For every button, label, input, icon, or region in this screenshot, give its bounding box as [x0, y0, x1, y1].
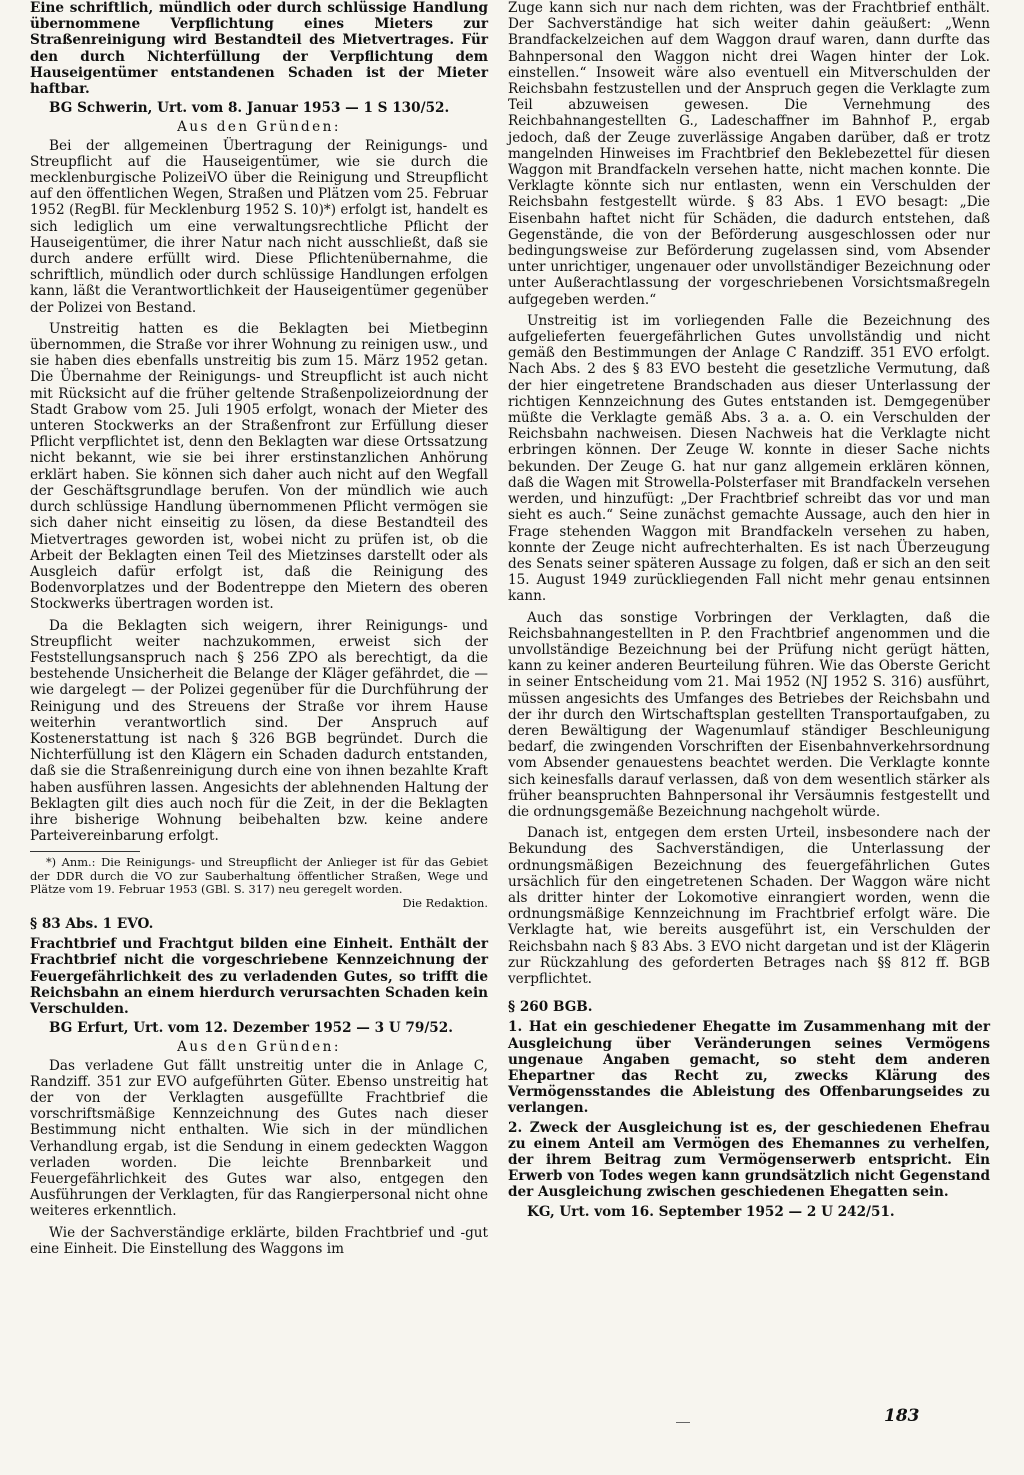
paragraph: Danach ist, entgegen dem ersten Urteil, insbesondere nach der Bekundung des Sachverständigen, die Unterlassung der ordnungsmäßigen Bezeichnung des feuergefährlichen Gutes ursächlich für den eingetretenen Schaden. Der Waggon wäre nicht als dritter hinter der Lokomotive einrangiert worden, wenn die ordnungsmäßige Kennzeichnung im Frachtbrief erfolgt wäre. Die Verklagte hat, wie bereits ausgeführt ist, ein Verschulden der Reichsbahn nach § 83 Abs. 3 EVO nicht dargetan und ist der Klägerin zur Rückzahlung des geforderten Betrages nach §§ 812 ff. BGB verpflichtet. [508, 825, 990, 987]
citation-2: BG Erfurt, Urt. vom 12. Dezember 1952 — 3 U 79/52. [49, 1020, 453, 1037]
citation-1: BG Schwerin, Urt. vom 8. Januar 1953 — 1 S 130/52. [49, 100, 450, 117]
paragraph: Da die Beklagten sich weigern, ihrer Reinigungs- und Streupflicht weiter nachzukommen, erweist sich der Feststellungsanspruch nach § 256 ZPO als berechtigt, da die bestehende Unsicherheit die Belange der Kläger gefährdet, die — wie dargelegt — der Polizei gegenüber für die Durchführung der Reinigung und des Streuens der Straße vor ihrem Hause weiterhin verantwortlich sind. Der Anspruch auf Kostenerstattung ist nach § 326 BGB begründet. Durch die Nichterfüllung ist den Klägern ein Schaden dadurch entstanden, daß sie die Straßenreinigung durch eine von ihnen bezahlte Kraft haben ausführen lassen. Angesichts der ablehnenden Haltung der Beklagten gilt dies auch noch für die Zeit, in der die Beklagten ihre bisherige Wohnung beibehalten bzw. keine andere Parteivereinbarung erfolgt. [30, 617, 488, 845]
right-column [508, 0, 990, 1223]
page-number: 183 [884, 1406, 920, 1426]
headnote-1: Eine schriftlich, mündlich oder durch schlüssige Handlung übernommene Verpflichtung eines Mieters zur Straßenreinigung wird Bestandteil des Mietvertrages. Für den durch Nichterfüllung der Verpflichtung dem Hauseigentümer entstandenen Schaden ist der Mieter haftbar. [30, 0, 488, 98]
headnote-2: Frachtbrief und Frachtgut bilden eine Einheit. Enthält der Frachtbrief nicht die vorgeschriebene Kennzeichnung der Feuergefährlichkeit des zu verladenden Gutes, so trifft die Reichsbahn an einem hierdurch verursachten Schaden kein Verschulden. [30, 936, 488, 1017]
paragraph: Unstreitig ist im vorliegenden Falle die Bezeichnung des aufgelieferten feuergefährlichen Gutes unvollständig und nicht gemäß den Bestimmungen der Anlage C Randziff. 351 EVO erfolgt. Nach Abs. 2 des § 83 EVO besteht die gesetzliche Vermutung, daß der hier eingetretene Brandschaden aus dieser Unterlassung der richtigen Kennzeichnung des Gutes entstanden ist. Demgegenüber müßte die Verklagte gemäß Abs. 3 a. a. O. ein Verschulden der Reichsbahn nachweisen. Diesen Nachweis hat die Verklagte nicht erbringen können. Der Zeuge W. konnte in dieser Sache nichts bekunden. Der Zeuge G. hat nur ganz allgemein erklären können, daß die Wagen mit Strowella-Polsterfaser mit Brandfackeln versehen werden, und hinzufügt: „Der Frachtbrief schreibt das vor und man sieht es auch.“ Seine zunächst gemachte Aussage, auch den hier in Frage stehenden Waggon mit Brandfackeln versehen zu haben, konnte der Zeuge nicht aufrechterhalten. Es ist nach Überzeugung des Senats seiner späteren Aussage zu folgen, daß er sich an den seit 15. August 1949 zurückliegenden Fall nicht mehr genau entsinnen kann. [508, 312, 990, 605]
headnote-3b: 2. Zweck der Ausgleichung ist es, der geschiedenen Ehefrau zu einem Anteil am Vermögen des Ehemannes zu verhelfen, der ihrem Beitrag zum Vermögenserwerb entspricht. Ein Erwerb von Todes wegen kann grundsätzlich nicht Gegenstand der Ausgleichung zwischen geschiedenen Ehegatten sein. [508, 1119, 990, 1201]
citation-3: KG, Urt. vom 16. September 1952 — 2 U 242/51. [527, 1203, 895, 1220]
section-heading-2: § 83 Abs. 1 EVO. [30, 915, 154, 932]
paragraph: Unstreitig hatten es die Beklagten bei Mietbeginn übernommen, die Straße vor ihrer Wohnung zu reinigen usw., und sie haben dies ebenfalls unstreitig bis zum 15. März 1952 getan. Die Übernahme der Reinigungs- und Streupflicht ist auch nicht mit Rücksicht auf die früher geltende Straßenpolizeiordnung der Stadt Grabow vom 25. Juli 1905 erfolgt, wonach der Mieter des unteren Stockwerks an der Straßenfront zur Erfüllung dieser Pflicht verpflichtet ist, denn den Beklagten war diese Ortssatzung nicht bekannt, wie sie bei ihrer erstinstanzlichen Anhörung erklärt haben. Sie können sich daher auch nicht auf den Wegfall der Geschäftsgrundlage berufen. Von der mündlich wie auch durch schlüssige Handlung übernommenen Pflicht vermögen sie sich daher nicht einseitig zu lösen, da diese Bestandteil des Mietvertrages geworden ist, wobei nicht zu prüfen ist, ob die Arbeit der Beklagten einen Teil des Mietzinses darstellt oder als Ausgleich dafür erfolgt ist, daß die Reinigung des Bodenvorplatzes und der Bodentreppe den Mietern des oberen Stockwerks übertragen worden ist. [30, 320, 488, 613]
paragraph: Das verladene Gut fällt unstreitig unter die in Anlage C, Randziff. 351 zur EVO aufgeführten Güter. Ebenso unstreitig hat der von der Verklagten ausgefüllte Frachtbrief die vorschriftsmäßige Kennzeichnung des Gutes nach dieser Bestimmung nicht enthalten. Wie sich in der mündlichen Verhandlung ergab, ist die Sendung in einem gedeckten Waggon verladen worden. Die leichte Brennbarkeit und Feuergefährlichkeit des Gutes war also, entgegen den Ausführungen der Verklagten, für das Rangierpersonal nicht ohne weiteres erkenntlich. [30, 1057, 488, 1220]
decorative-mark [676, 1422, 690, 1423]
paragraph: Zuge kann sich nur nach dem richten, was der Frachtbrief enthält. Der Sachverständige hat sich weiter dahin geäußert: „Wenn Brandfackelzeichen auf dem Waggon drauf waren, dann durfte das Bahnpersonal den Waggon nicht drei Wagen hinter der Lok. einstellen.“ Insoweit wäre also eventuell ein Mitverschulden der Reichsbahn festzustellen und der Anspruch gegen die Verklagte zum Teil abzuweisen gewesen. Die Vernehmung des Reichbahnangestellten G., Ladeschaffner im Bahnhof P., ergab jedoch, daß der Zeuge zuverlässige Angaben darüber, daß er trotz mangelnden Hinweises im Frachtbrief den Beklebezettel für diesen Waggon mit Brandfackeln versehen hatte, nicht machen konnte. Die Verklagte könnte sich nur entlasten, wenn ein Verschulden der Reichsbahn festgestellt würde. § 83 Abs. 1 EVO besagt: „Die Eisenbahn haftet nicht für Schäden, die dadurch entstehen, daß Gegenstände, die von der Beförderung ausgeschlossen oder nur bedingungsweise zur Beförderung zugelassen sind, vom Absender unter unrichtiger, ungenauer oder unvollständiger Bezeichnung oder unter Außerachtlassung der vorgeschriebenen Vorsichtsmaßregeln aufgegeben werden.“ [508, 0, 990, 308]
left-column [30, 0, 488, 1257]
footnote-text: *) Anm.: Die Reinigungs- und Streupflicht der Anlieger ist für das Gebiet der DDR durch die VO zur Sauberhaltung öffentlicher Straßen, Wege und Plätze vom 19. Februar 1953 (GBl. S. 317) neu geregelt worden. [30, 855, 488, 897]
paragraph: Bei der allgemeinen Übertragung der Reinigungs- und Streupflicht auf die Hauseigentümer, wie sie durch die mecklenburgische PolizeiVO über die Reinigung und Streupflicht auf den öffentlichen Wegen, Straßen und Plätzen vom 25. Februar 1952 (RegBl. für Mecklenburg 1952 S. 10)*) erfolgt ist, handelt es sich lediglich um eine verwaltungsrechtliche Pflicht der Hauseigentümer, die ihrer Natur nach nicht ausschließt, daß sie durch andere erfüllt wird. Diese Pflichtenübernahme, die schriftlich, mündlich oder durch schlüssige Handlungen erfolgen kann, läßt die Verantwortlichkeit der Hauseigentümer gegenüber der Polizei von Bestand. [30, 137, 488, 316]
paragraph: Wie der Sachverständige erklärte, bilden Frachtbrief und -gut eine Einheit. Die Einstellung des Waggons im [30, 1224, 488, 1257]
footnote [30, 856, 488, 910]
footnote-signature: Die Redaktion. [402, 895, 488, 910]
section-heading-3: § 260 BGB. [508, 999, 593, 1016]
reasons-heading-1: Aus den Gründen: [177, 119, 341, 136]
paragraph: Auch das sonstige Vorbringen der Verklagten, daß die Reichsbahnangestellten in P. den Frachtbrief angenommen und die unvollständige Bezeichnung bei der Prüfung nicht gerügt hätten, kann zu keiner anderen Beurteilung führen. Wie das Oberste Gericht in seiner Entscheidung vom 21. Mai 1952 (NJ 1952 S. 316) ausführt, müssen angesichts des Umfanges des Betriebes der Reichsbahn und der ihr durch den Wirtschaftsplan gestellten Transportaufgaben, zu deren Bewältigung der Wagenumlauf ständiger Beschleunigung bedarf, die zwingenden Vorschriften der Eisenbahnverkehrsordnung vom Absender genauestens beachtet werden. Die Verklagte konnte sich keinesfalls darauf verlassen, daß von dem wesentlich stärker als früher beanspruchten Bahnpersonal ihr Versäumnis festgestellt und die ordnungsgemäße Bezeichnung nachgeholt würde. [508, 609, 990, 820]
reasons-heading-2: Aus den Gründen: [177, 1039, 341, 1056]
headnote-3a: 1. Hat ein geschiedener Ehegatte im Zusammenhang mit der Ausgleichung über Veränderungen seines Vermögens ungenaue Angaben gemacht, so steht dem anderen Ehepartner das Recht zu, zwecks Klärung des Vermögensstandes die Ableistung des Offenbarungseides zu verlangen. [508, 1019, 990, 1117]
footnote-divider [30, 851, 140, 852]
